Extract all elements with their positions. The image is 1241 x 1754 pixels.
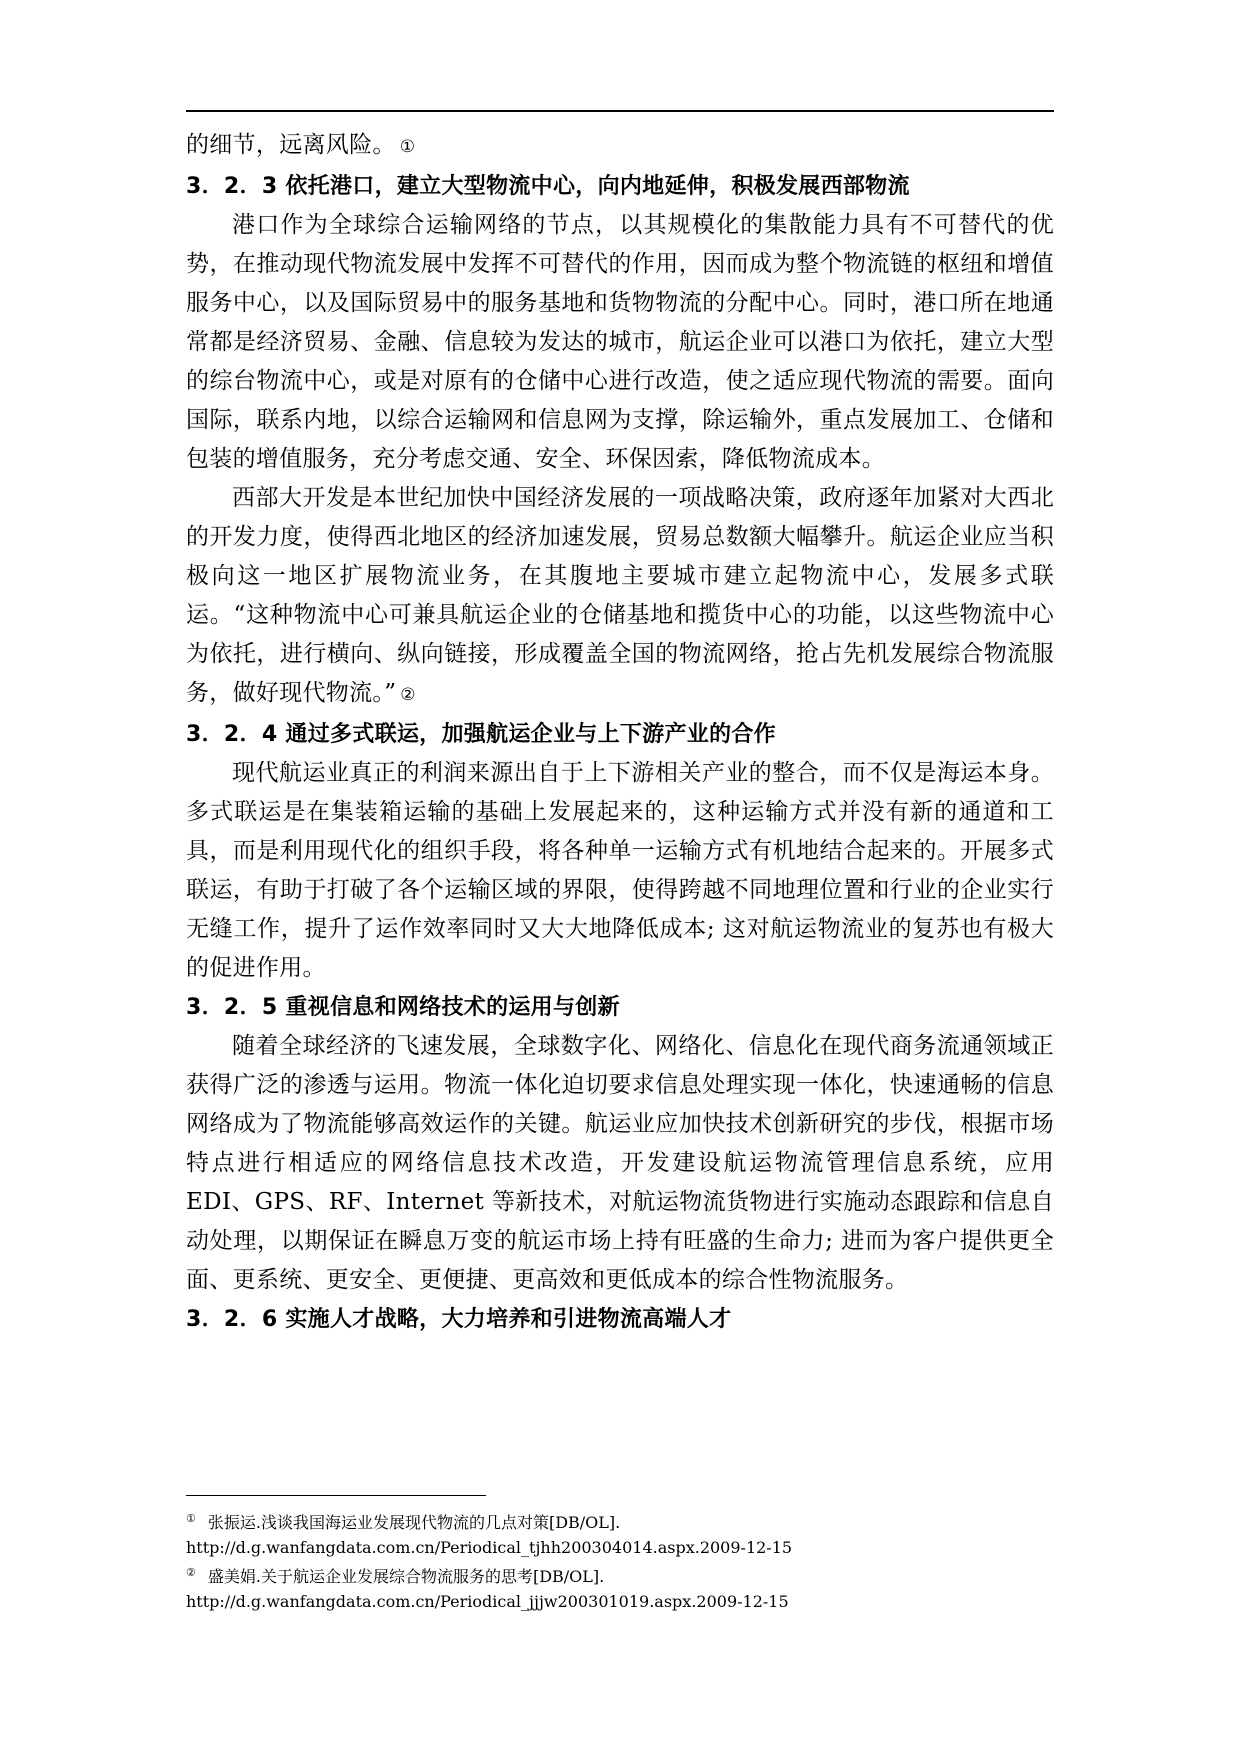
footnote-ref-1: ① bbox=[399, 137, 416, 157]
footnote-1-text: 张振运.浅谈我国海运业发展现代物流的几点对策[DB/OL]. bbox=[207, 1513, 621, 1532]
footnote-ref-2: ② bbox=[400, 685, 416, 705]
document-body bbox=[186, 126, 1054, 1339]
continuation-paragraph bbox=[186, 126, 1054, 167]
section-3-2-4-paragraph-1: 现代航运业真正的利润来源出自于上下游相关产业的整合，而不仅是海运本身。多式联运是在集装箱运输的基础上发展起来的，这种运输方式并没有新的通道和工具，而是利用现代化的组织手段，将各种单一运输方式有机地结合起来的。开展多式联运，有助于打破了各个运输区域的界限，使得跨越不同地理位置和行业的企业实行无缝工作，提升了运作效率同时又大大地降低成本; 这对航运物流业的复苏也有极大的促进作用。 bbox=[186, 760, 1054, 981]
document-page bbox=[186, 0, 1054, 1754]
section-heading-3-2-5: 3．2．5 重视信息和网络技术的运用与创新 bbox=[186, 995, 620, 1020]
footnote-2-text: 盛美娟.关于航运企业发展综合物流服务的思考[DB/OL]. bbox=[207, 1567, 605, 1586]
footnote-1 bbox=[186, 1506, 1054, 1535]
section-3-2-3-paragraph-1: 港口作为全球综合运输网络的节点，以其规模化的集散能力具有不可替代的优势，在推动现代物流发展中发挥不可替代的作用，因而成为整个物流链的枢纽和增值服务中心，以及国际贸易中的服务基地和货物物流的分配中心。同时，港口所在地通常都是经济贸易、金融、信息较为发达的城市，航运企业可以港口为依托，建立大型的综台物流中心，或是对原有的仓储中心进行改造，使之适应现代物流的需要。面向国际，联系内地，以综合运输网和信息网为支撑，除运输外，重点发展加工、仓储和包装的增值服务，充分考虑交通、安全、环保因索，降低物流成本。 bbox=[186, 212, 1054, 472]
footnotes bbox=[186, 1506, 1054, 1614]
section-heading-3-2-6: 3．2．6 实施人才战略，大力培养和引进物流高端人才 bbox=[186, 1307, 732, 1332]
header-rule bbox=[186, 110, 1054, 112]
section-heading-3-2-3: 3．2．3 依托港口，建立大型物流中心，向内地延伸，积极发展西部物流 bbox=[186, 174, 910, 199]
footnote-rule bbox=[186, 1495, 486, 1496]
section-3-2-5-paragraph-1: 随着全球经济的飞速发展，全球数字化、网络化、信息化在现代商务流通领域正获得广泛的渗透与运用。物流一体化迫切要求信息处理实现一体化，快速通畅的信息网络成为了物流能够高效运作的关键。航运业应加快技术创新研究的步伐，根据市场特点进行相适应的网络信息技术改造，开发建设航运物流管理信息系统，应用 EDI、GPS、RF、Internet 等新技术，对航运物流货物进行实施动态跟踪和信息自动处理，以期保证在瞬息万变的航运市场上持有旺盛的生命力; 进而为客户提供更全面、更系统、更安全、更便捷、更高效和更低成本的综合性物流服务。 bbox=[186, 1033, 1054, 1293]
section-heading-3-2-4: 3．2．4 通过多式联运，加强航运企业与上下游产业的合作 bbox=[186, 722, 776, 747]
footnote-2 bbox=[186, 1560, 1054, 1589]
section-3-2-3-paragraph-2 bbox=[186, 479, 1054, 715]
section-3-2-3-paragraph-2-text: 西部大开发是本世纪加快中国经济发展的一项战略决策，政府逐年加紧对大西北的开发力度，使得西北地区的经济加速发展，贸易总数额大幅攀升。航运企业应当积极向这一地区扩展物流业务，在其腹地主要城市建立起物流中心，发展多式联运。“这种物流中心可兼具航运企业的仓储基地和揽货中心的功能，以这些物流中心为依托，进行横向、纵向链接，形成覆盖全国的物流网络，抢占先机发展综合物流服务，做好现代物流。” bbox=[186, 485, 1054, 706]
footnote-2-mark: ② bbox=[186, 1566, 196, 1579]
footnote-1-mark: ① bbox=[186, 1512, 196, 1525]
footnote-2-url: http://d.g.wanfangdata.com.cn/Periodical_jjjw200301019.aspx.2009-12-15 bbox=[186, 1592, 789, 1611]
footnote-1-url: http://d.g.wanfangdata.com.cn/Periodical_tjhh200304014.aspx.2009-12-15 bbox=[186, 1538, 793, 1557]
continuation-text: 的细节，远离风险。 bbox=[186, 132, 396, 158]
